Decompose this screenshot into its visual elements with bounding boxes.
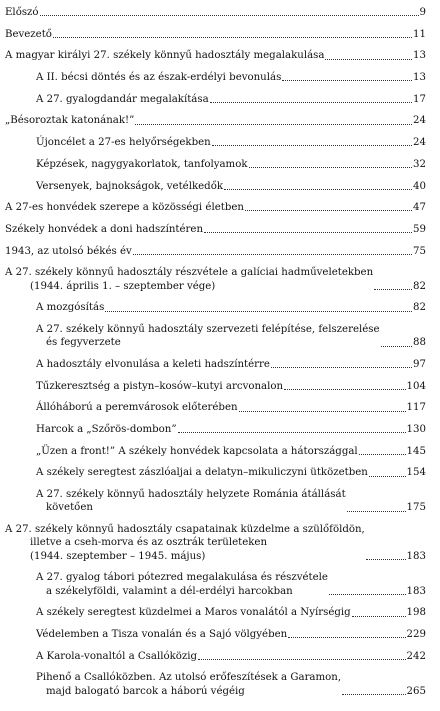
toc-entry-title	[5, 201, 244, 214]
toc-entry[interactable]	[2, 301, 426, 314]
dot-leader	[135, 124, 412, 125]
toc-entry-title-line: A II. bécsi döntés és az észak-erdélyi bevonulás	[36, 72, 282, 84]
toc-entry[interactable]	[2, 671, 426, 698]
toc-entry-title-line: A 27. székely könnyű hadosztály részvétele a galíciai hadműveletekben	[5, 267, 374, 279]
toc-page-number: 229	[406, 628, 426, 640]
toc-page-number: 24	[413, 115, 426, 127]
toc-entry-title-line: majd balogató barcok a háború végéig	[46, 685, 245, 697]
toc-entry-title-line: Tűzkeresztség a pistyn–kosów–kutyi arcvonalon	[36, 380, 284, 392]
toc-entry-title-line: Pihenő a Csallóközben. Az utolsó erőfeszítések a Garamon,	[36, 672, 342, 684]
toc-entry[interactable]	[2, 28, 426, 41]
dot-leader	[133, 254, 412, 255]
toc-entry-title-line: A mozgósítás	[36, 302, 105, 314]
toc-entry-title-line: A Karola-vonaltól a Csallóközig	[36, 650, 198, 662]
toc-entry-title-line: A 27. székely könnyű hadosztály helyzete Románia átállását	[36, 489, 346, 501]
toc-entry-title	[5, 6, 39, 19]
dot-leader	[369, 476, 406, 477]
toc-entry-title	[5, 523, 365, 563]
toc-entry[interactable]	[2, 136, 426, 149]
dot-leader	[284, 389, 406, 390]
toc-entry[interactable]	[2, 445, 426, 458]
toc-entry-title	[5, 266, 373, 293]
toc-entry-title-line: Védelemben a Tisza vonalán és a Sajó völgyében	[36, 628, 288, 640]
toc-page-number: 13	[413, 72, 426, 84]
toc-entry[interactable]	[2, 266, 426, 293]
toc-entry[interactable]	[2, 423, 426, 436]
toc-entry-title-line: A 27. székely könnyű hadosztály csapatainak küzdelme a szülőföldön,	[5, 524, 365, 536]
toc-page-number: 17	[413, 93, 426, 105]
toc-entry-title-line: (1944. április 1. – szeptember vége)	[30, 280, 216, 292]
toc-entry-title	[36, 650, 197, 663]
dot-leader	[342, 694, 405, 695]
toc-page-number: 11	[413, 28, 426, 40]
toc-entry-title	[36, 488, 346, 515]
toc-entry-title	[36, 423, 177, 436]
toc-entry[interactable]	[2, 93, 426, 106]
toc-entry-title-line: Harcok a „Szőrös-dombon”	[36, 423, 177, 435]
toc-entry-title	[36, 380, 283, 393]
dot-leader	[359, 454, 406, 455]
toc-page-number: 198	[406, 607, 426, 619]
toc-entry[interactable]	[2, 650, 426, 663]
dot-leader	[239, 411, 406, 412]
toc-entry-title	[5, 223, 203, 236]
toc-entry-title-line: A magyar királyi 27. székely könnyű hadosztály megalakulása	[5, 50, 325, 62]
dot-leader	[210, 102, 412, 103]
toc-entry[interactable]	[2, 606, 426, 619]
toc-entry[interactable]	[2, 466, 426, 479]
toc-entry-title-line: és fegyverzete	[46, 337, 121, 349]
toc-entry-title-line: a székelyföldi, valamint a dél-erdélyi harcokban	[46, 585, 293, 597]
dot-leader	[212, 145, 412, 146]
toc-entry-title-line: A székely seregtest küzdelmei a Maros vonalától a Nyírségig	[36, 607, 351, 619]
toc-entry-title-line: A 27. székely könnyű hadosztály szervezeti felépítése, felszerelése	[36, 323, 380, 335]
toc-entry-title	[36, 301, 104, 314]
toc-page-number: 75	[413, 245, 426, 257]
toc-entry-title-line: „Üzen a front!” A székely honvédek kapcsolata a hátországgal	[36, 445, 358, 457]
dot-leader	[249, 167, 413, 168]
toc-entry[interactable]	[2, 380, 426, 393]
toc-entry-title-line: Előszó	[5, 7, 39, 18]
toc-entry-title	[36, 445, 358, 458]
toc-entry-title-line: A székely seregtest zászlóaljai a delatyn–mikuliczyni ütközetben	[36, 467, 368, 479]
toc-page-number: 242	[406, 650, 426, 662]
toc-entry-title	[36, 358, 270, 371]
toc-entry[interactable]	[2, 158, 426, 171]
toc-entry[interactable]	[2, 628, 426, 641]
toc-entry-title	[36, 401, 238, 414]
toc-entry-title-line: 1943, az utolsó békés év	[5, 245, 132, 257]
toc-entry-title	[5, 49, 324, 62]
toc-entry-title	[5, 245, 132, 258]
toc-entry-title-line: Székely honvédek a doni hadszíntéren	[5, 223, 204, 235]
toc-entry-title-line: követően	[46, 502, 93, 514]
toc-entry-title-line: A hadosztály elvonulása a keleti hadszíntérre	[36, 358, 270, 370]
toc-entry-title	[36, 71, 281, 84]
toc-entry[interactable]	[2, 6, 426, 19]
toc-entry-title	[5, 114, 134, 127]
toc-entry[interactable]	[2, 323, 426, 350]
toc-page-number: 82	[413, 280, 426, 292]
dot-leader	[374, 289, 412, 290]
dot-leader	[105, 311, 412, 312]
toc-entry-title	[36, 323, 380, 350]
dot-leader	[204, 232, 412, 233]
toc-entry[interactable]	[2, 180, 426, 193]
toc-page-number: 88	[413, 337, 426, 349]
toc-page-number: 183	[406, 550, 426, 562]
toc-entry-title	[36, 180, 223, 193]
toc-page-number: 265	[406, 685, 426, 697]
toc-page-number: 59	[413, 223, 426, 235]
toc-page-number: 40	[413, 180, 426, 192]
dot-leader	[352, 616, 406, 617]
toc-entry-title	[36, 628, 287, 641]
dot-leader	[53, 37, 412, 38]
toc-entry-title-line: Újoncélet a 27-es helyőrségekben	[36, 137, 211, 149]
toc-entry[interactable]	[2, 523, 426, 563]
toc-entry[interactable]	[2, 114, 426, 127]
dot-leader	[282, 80, 412, 81]
toc-entry-title	[36, 136, 211, 149]
toc-entry[interactable]	[2, 201, 426, 214]
toc-entry[interactable]	[2, 71, 426, 84]
toc-page-number: 13	[413, 50, 426, 62]
toc-entry-title-line: (1944. szeptember – 1945. május)	[30, 550, 206, 562]
toc-page-number: 97	[413, 358, 426, 370]
toc-entry-title-line: Versenyek, bajnokságok, vetélkedők	[36, 180, 223, 192]
toc-entry-title	[36, 606, 351, 619]
toc-page-number: 24	[413, 137, 426, 149]
toc-entry-title-line: Állóháború a peremvárosok előterében	[36, 402, 238, 414]
toc-page-number: 154	[406, 467, 426, 479]
toc-entry-title-line: „Bésoroztak katonának!”	[5, 115, 135, 127]
dot-leader	[40, 15, 419, 16]
toc-page-number: 175	[406, 502, 426, 514]
toc-entry-title-line: A 27. gyalogdandár megalakítása	[36, 93, 209, 105]
toc-entry-title	[36, 158, 248, 171]
toc-page-number: 104	[406, 380, 426, 392]
toc-entry-title	[36, 671, 341, 698]
toc-entry-title-line: A 27-es honvédek szerepe a közösségi életben	[5, 202, 244, 214]
toc-entry-title-line: A 27. gyalog tábori pótezred megalakulása és részvétele	[36, 572, 328, 584]
toc-entry[interactable]	[2, 245, 426, 258]
toc-page-number: 117	[406, 402, 426, 414]
dot-leader	[245, 210, 412, 211]
dot-leader	[224, 189, 412, 190]
dot-leader	[325, 59, 412, 60]
dot-leader	[381, 346, 413, 347]
toc-entry[interactable]	[2, 401, 426, 414]
dot-leader	[288, 637, 405, 638]
toc-entry[interactable]	[2, 49, 426, 62]
toc-entry-title	[5, 28, 52, 41]
dot-leader	[347, 511, 406, 512]
toc-entry-title-line: Képzések, nagygyakorlatok, tanfolyamok	[36, 158, 248, 170]
toc-entry-title	[36, 571, 328, 598]
toc-entry-title	[36, 93, 209, 106]
dot-leader	[271, 367, 412, 368]
toc-page-number: 130	[406, 423, 426, 435]
toc-page-number: 9	[419, 7, 426, 18]
dot-leader	[198, 659, 405, 660]
toc-page-number: 32	[413, 158, 426, 170]
toc-page-number: 183	[406, 585, 426, 597]
dot-leader	[178, 432, 406, 433]
toc-entry-title	[36, 466, 368, 479]
toc-entry-title-line: illetve a cseh-morva és az osztrák területeken	[30, 537, 268, 549]
toc-entry[interactable]	[2, 223, 426, 236]
toc-entry-title-line: Bevezető	[5, 28, 52, 40]
toc-entry[interactable]	[2, 358, 426, 371]
dot-leader	[366, 559, 406, 560]
toc-page-number: 47	[413, 202, 426, 214]
toc-entry[interactable]	[2, 488, 426, 515]
toc-page-number: 145	[406, 445, 426, 457]
toc-entry[interactable]	[2, 571, 426, 598]
dot-leader	[329, 594, 406, 595]
toc-page-number: 82	[413, 302, 426, 314]
